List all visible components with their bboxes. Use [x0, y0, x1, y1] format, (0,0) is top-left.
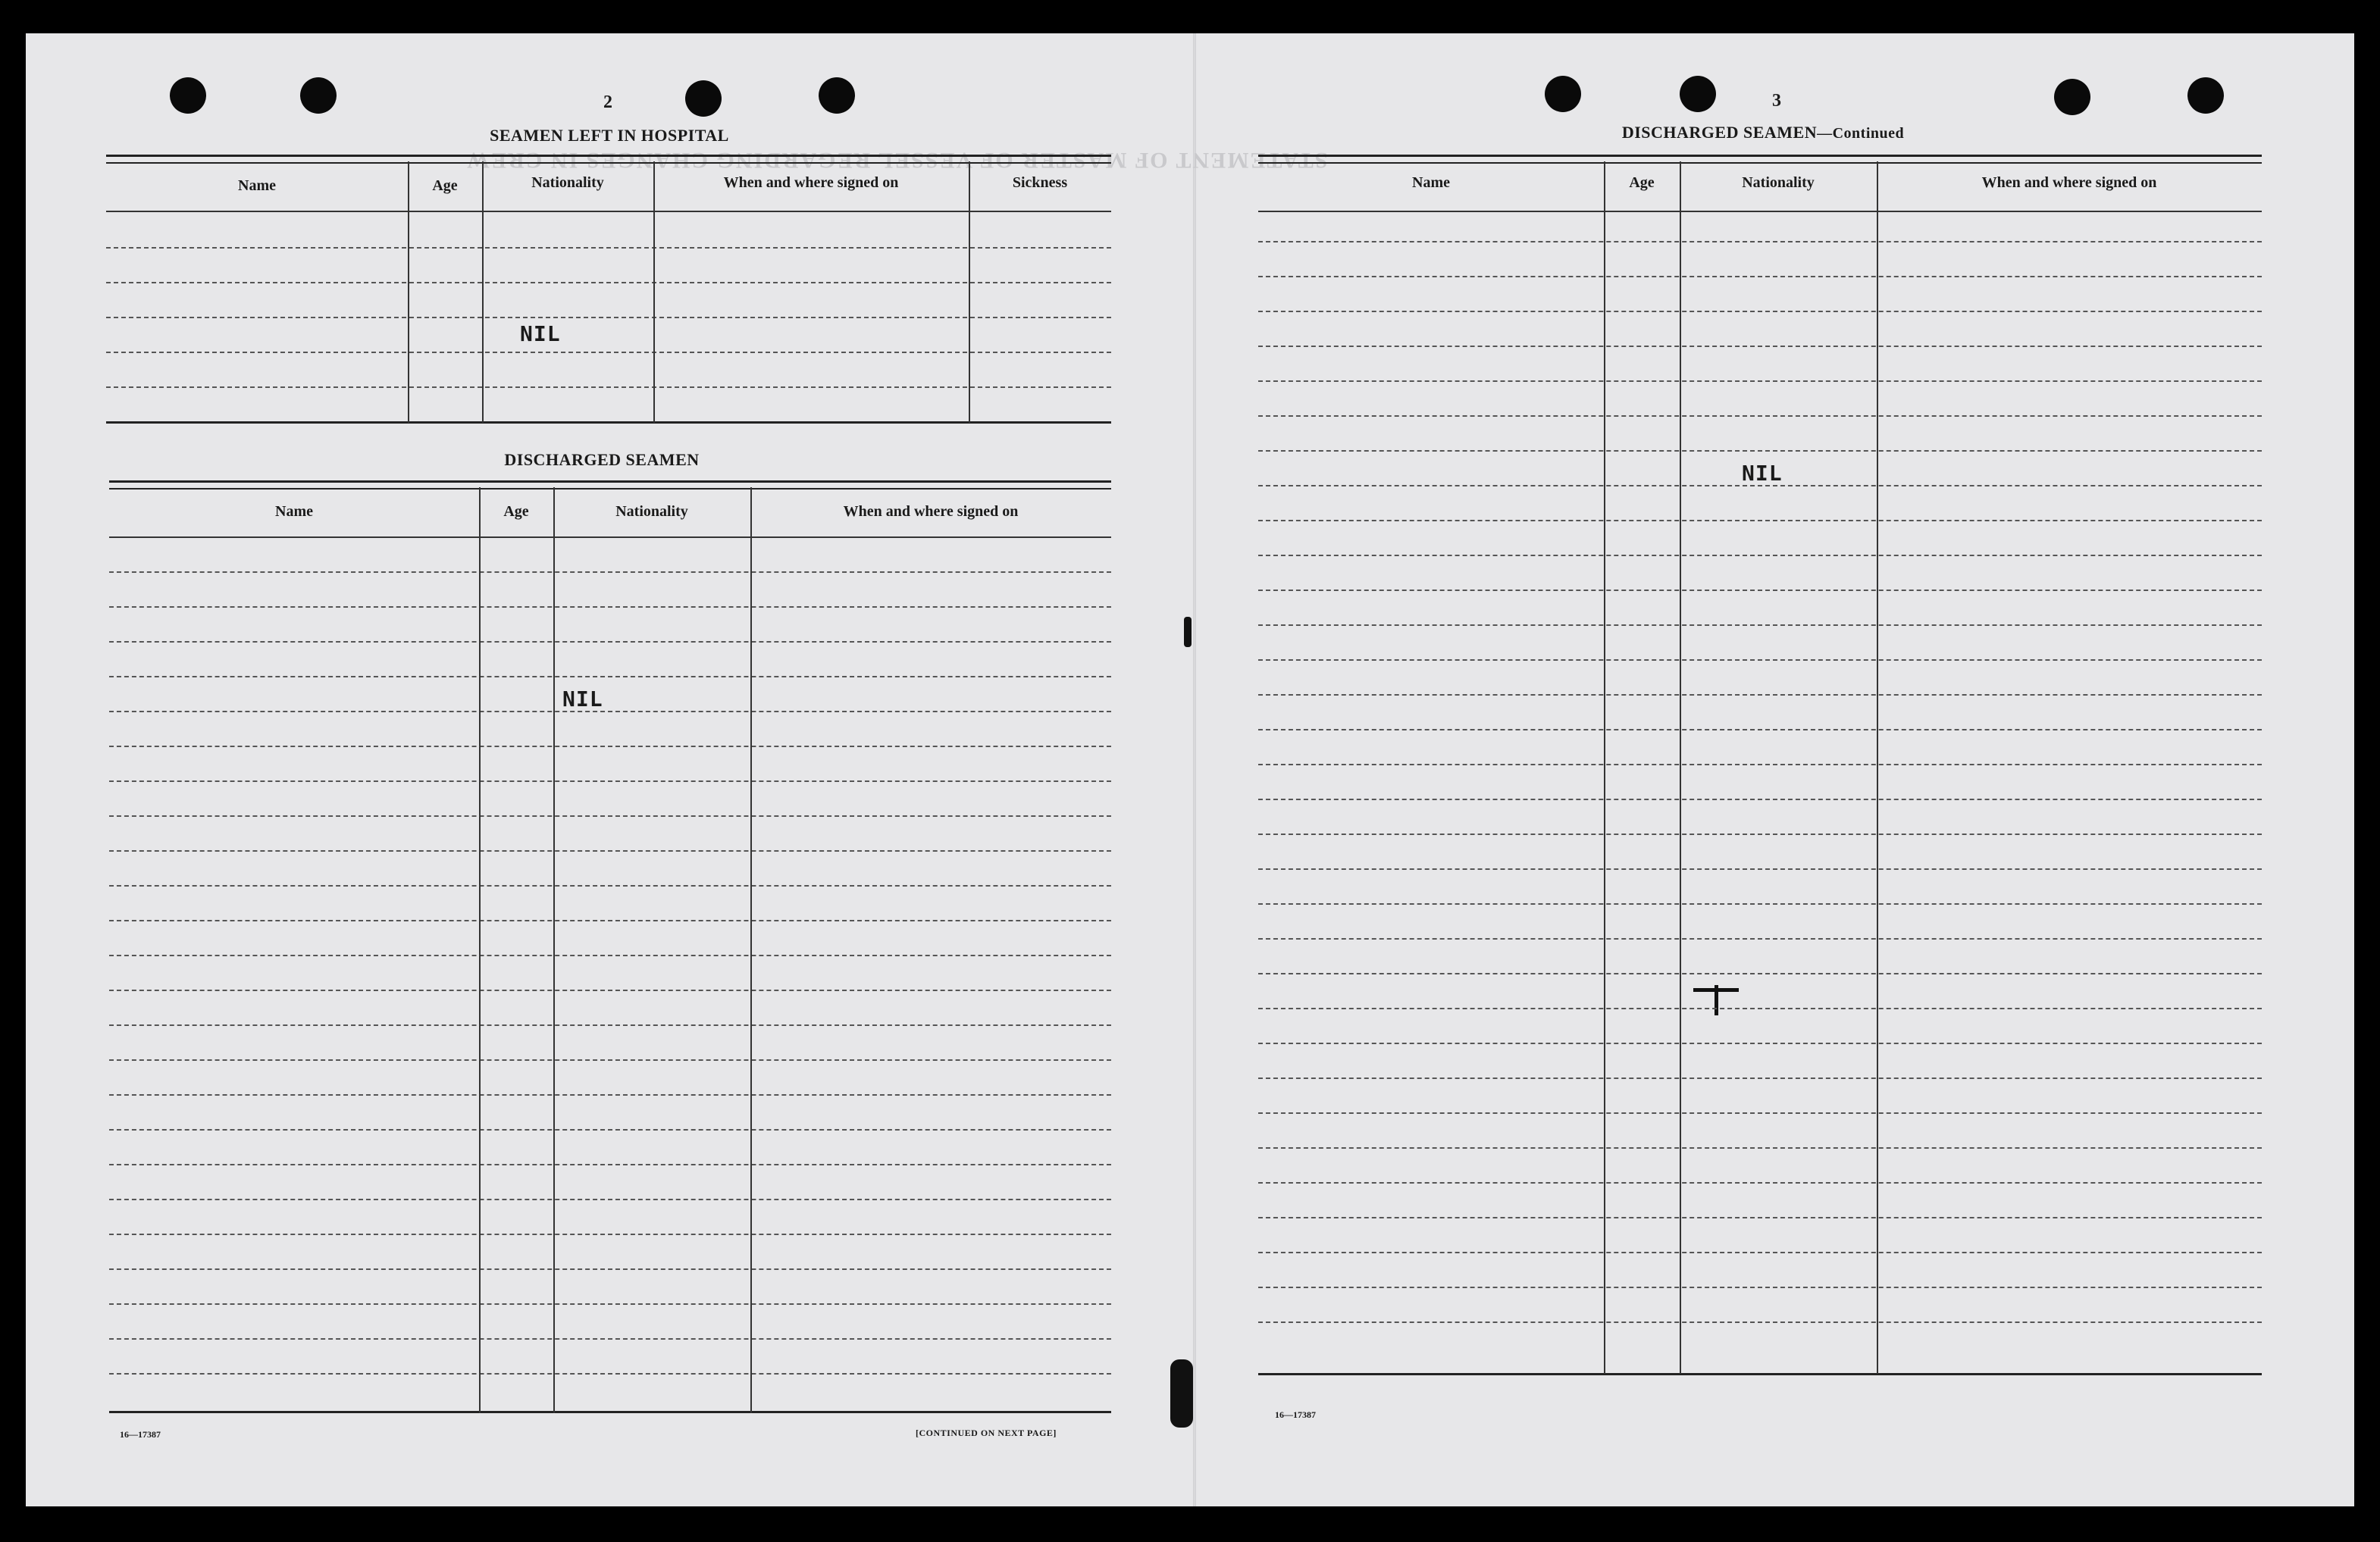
column-header-age: Age [432, 177, 458, 194]
discharged-nil-entry: NIL [562, 687, 603, 712]
page-number-left: 2 [603, 92, 612, 112]
column-header-name: Name [238, 177, 276, 194]
column-header-age: Age [1629, 174, 1655, 191]
page-fold [1193, 33, 1196, 1506]
hospital-section-title: SEAMEN LEFT IN HOSPITAL [490, 126, 729, 145]
discharged-section-title: DISCHARGED SEAMEN [504, 450, 700, 469]
punch-hole [1545, 76, 1581, 112]
column-header-signed-on: When and where signed on [1981, 174, 2157, 191]
punch-hole [685, 80, 722, 117]
punch-hole [2187, 77, 2224, 114]
column-header-signed-on: When and where signed on [723, 174, 899, 191]
column-header-sickness: Sickness [1012, 174, 1068, 191]
punch-hole [819, 77, 855, 114]
column-header-age: Age [503, 503, 529, 520]
discharged-continued-nil-entry: NIL [1742, 461, 1783, 486]
form-code-left: 16—17387 [120, 1429, 161, 1440]
discharged-continued-title-suffix: —Continued [1817, 125, 1905, 142]
ink-mark [1184, 617, 1192, 647]
discharged-continued-title [1622, 123, 1904, 142]
discharged-continued-table [1258, 155, 2262, 1412]
punch-hole [1680, 76, 1716, 112]
document-sheet [26, 33, 2354, 1506]
hospital-table [106, 155, 1111, 427]
column-header-nationality: Nationality [615, 503, 688, 520]
page-number-right: 3 [1772, 91, 1781, 111]
column-header-name: Name [1412, 174, 1450, 191]
column-header-signed-on: When and where signed on [843, 503, 1019, 520]
show-through-text: STATEMENT OF MASTER OF VESSEL REGARDING CHANGES IN CREW [465, 148, 1328, 173]
punch-hole [2054, 79, 2090, 115]
ink-blot [1170, 1359, 1193, 1428]
column-header-nationality: Nationality [531, 174, 604, 191]
punch-hole [300, 77, 337, 114]
column-header-name: Name [275, 503, 313, 520]
hospital-nil-entry: NIL [520, 321, 561, 346]
form-code-right: 16—17387 [1275, 1409, 1316, 1420]
punch-hole [170, 77, 206, 114]
continued-note: [CONTINUED ON NEXT PAGE] [916, 1428, 1057, 1438]
column-header-nationality: Nationality [1742, 174, 1815, 191]
discharged-table [109, 480, 1111, 1465]
discharged-continued-title-main: DISCHARGED SEAMEN [1621, 123, 1818, 142]
